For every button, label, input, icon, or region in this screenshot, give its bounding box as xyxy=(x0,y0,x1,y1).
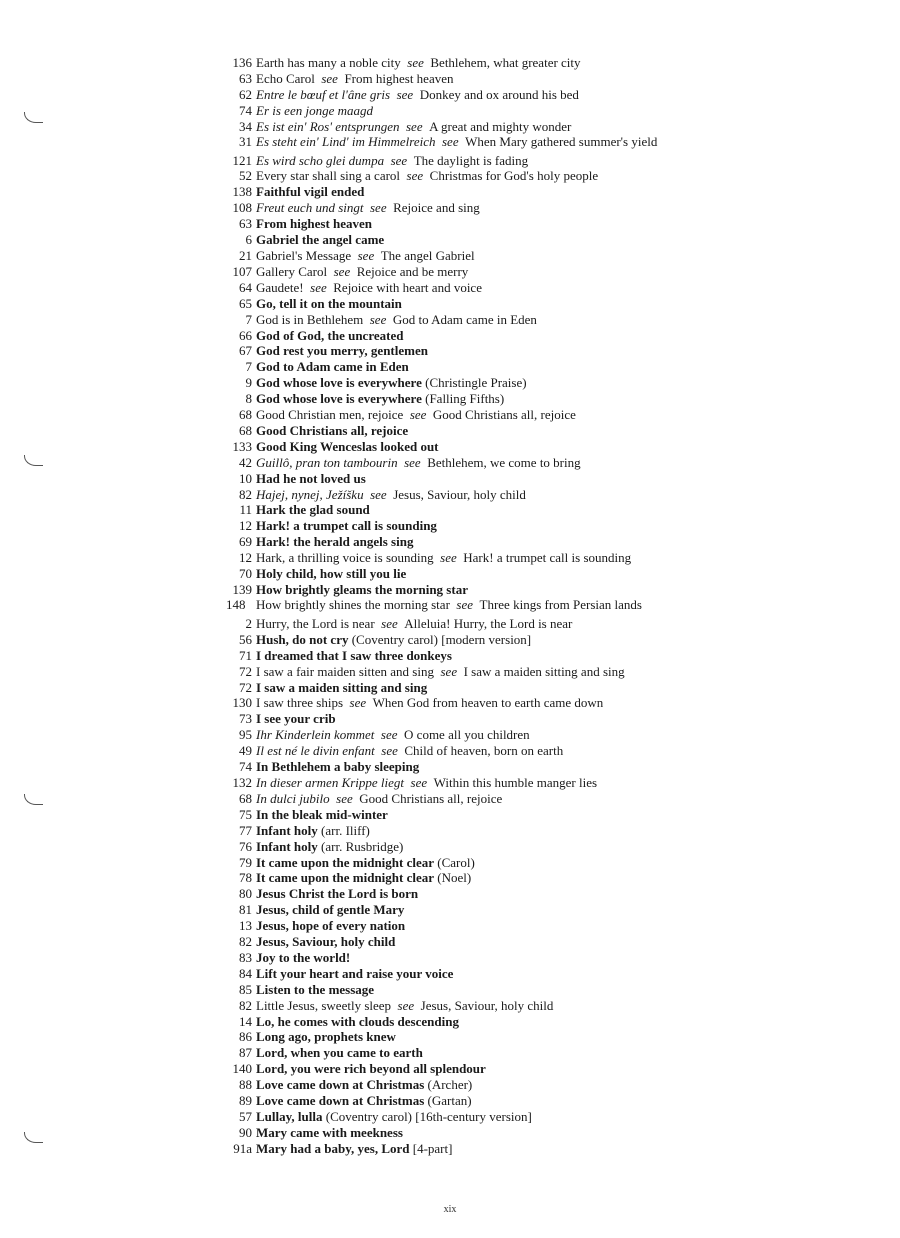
hymn-number: 133 xyxy=(232,438,252,454)
hymn-number: 64 xyxy=(239,279,252,295)
hymn-number: 10 xyxy=(239,470,252,486)
see-reference-label: see xyxy=(369,311,387,327)
index-entry xyxy=(226,1077,686,1093)
index-text: Jesus, Saviour, holy child xyxy=(420,997,554,1013)
hymn-number: 72 xyxy=(239,679,252,695)
index-entry xyxy=(226,1029,686,1045)
carol-title: Lord, you were rich beyond all splendour xyxy=(256,1061,486,1077)
carol-title: Go, tell it on the mountain xyxy=(256,295,402,311)
carol-title: God of God, the uncreated xyxy=(256,327,404,343)
hymn-number: 81 xyxy=(239,902,252,918)
index-entry xyxy=(226,791,686,807)
punch-hole-mark xyxy=(24,455,43,466)
index-text: (Noel) xyxy=(437,870,472,886)
punch-hole-mark xyxy=(24,794,43,805)
index-entry xyxy=(226,934,686,950)
hymn-number: 9 xyxy=(245,375,252,391)
hymn-number: 82 xyxy=(239,934,252,950)
see-reference-label: see xyxy=(409,407,427,423)
index-text: Echo Carol xyxy=(256,70,315,86)
carol-title: I saw a maiden sitting and sing xyxy=(256,679,428,695)
hymn-number: 11 xyxy=(239,502,252,518)
index-entry xyxy=(226,886,686,902)
hymn-number: 80 xyxy=(239,886,252,902)
carol-title: Lullay, lulla xyxy=(256,1109,323,1124)
carol-title: From highest heaven xyxy=(256,216,373,232)
index-text: Donkey and ox around his bed xyxy=(419,86,579,102)
hymn-number: 84 xyxy=(239,965,252,981)
hymn-number: 108 xyxy=(232,200,252,216)
index-entry xyxy=(226,232,686,248)
see-reference-label: see xyxy=(357,247,375,263)
see-reference-label: see xyxy=(390,152,408,168)
index-text: When Mary gathered summer's yield xyxy=(465,133,658,149)
index-entry xyxy=(226,248,686,264)
index-entry xyxy=(226,359,686,375)
carol-title: Jesus, Saviour, holy child xyxy=(256,934,396,950)
carol-title: Joy to the world! xyxy=(256,949,351,965)
see-reference-label: see xyxy=(396,86,414,102)
index-text: Little Jesus, sweetly sleep xyxy=(256,997,392,1013)
index-text: Good Christians all, rejoice xyxy=(359,790,503,806)
index-entry xyxy=(226,550,686,566)
index-text: Rejoice and be merry xyxy=(356,263,469,279)
see-reference-label: see xyxy=(407,55,424,70)
index-entry xyxy=(226,153,686,169)
index-entry xyxy=(226,1014,686,1030)
carol-title: God whose love is everywhere xyxy=(256,375,422,391)
index-text: [4-part] xyxy=(412,1140,453,1156)
carol-title: Hush, do not cry xyxy=(256,631,349,647)
carol-title: Mary had a baby, yes, Lord xyxy=(256,1140,410,1156)
see-reference-label: see xyxy=(406,118,423,134)
carol-title: Infant holy xyxy=(256,822,318,838)
index-entry xyxy=(226,632,686,648)
index-entry xyxy=(226,870,686,886)
hymn-number: 56 xyxy=(239,631,252,647)
index-entry xyxy=(226,855,686,871)
index-entry xyxy=(226,680,686,696)
hymn-number: 83 xyxy=(239,949,252,965)
carol-title: Good Christians all, rejoice xyxy=(256,422,409,438)
carol-title: Hark! a trumpet call is sounding xyxy=(256,518,437,534)
index-entry xyxy=(226,502,686,518)
carol-title: Holy child, how still you lie xyxy=(256,566,407,582)
foreign-first-line: Ihr Kinderlein kommet xyxy=(256,727,375,743)
carol-title: In Bethlehem a baby sleeping xyxy=(256,759,420,775)
index-text: (arr. Iliff) xyxy=(321,822,370,838)
carol-title: I see your crib xyxy=(256,711,336,727)
see-reference-label: see xyxy=(380,727,398,743)
index-text: How brightly shines the morning star xyxy=(256,596,450,612)
hymn-number: 34 xyxy=(239,118,252,134)
index-entry xyxy=(226,902,686,918)
hymn-number: 139 xyxy=(232,582,252,597)
index-text: (Falling Fifths) xyxy=(425,391,505,407)
hymn-number: 57 xyxy=(239,1109,252,1124)
hymn-number: 107 xyxy=(232,263,252,279)
hymn-number: 68 xyxy=(239,422,252,438)
index-text: I saw three ships xyxy=(256,695,344,711)
index-text: Christmas for God's holy people xyxy=(429,168,599,184)
carol-title: God rest you merry, gentlemen xyxy=(256,343,428,359)
index-text: Rejoice with heart and voice xyxy=(333,279,482,295)
carol-title: Lo, he comes with clouds descending xyxy=(256,1013,459,1029)
index-entry xyxy=(226,918,686,934)
see-reference-label: see xyxy=(456,596,474,612)
index-entry xyxy=(226,439,686,455)
foreign-first-line: Es steht ein' Lind' im Himmelreich xyxy=(256,133,436,149)
index-text: (Carol) xyxy=(437,854,475,870)
index-text: Rejoice and sing xyxy=(393,200,480,216)
index-entry xyxy=(226,168,686,184)
index-entry xyxy=(226,1045,686,1061)
index-entry xyxy=(226,312,686,328)
index-entry xyxy=(226,743,686,759)
index-text: (Coventry carol) [16th-century version] xyxy=(325,1109,532,1124)
carol-title: Long ago, prophets knew xyxy=(256,1029,396,1045)
index-entry xyxy=(226,518,686,534)
hymn-number: 71 xyxy=(239,647,252,663)
hymn-number: 88 xyxy=(239,1077,252,1093)
index-entry xyxy=(226,1109,686,1125)
index-text: Gallery Carol xyxy=(256,263,328,279)
carol-title: Mary came with meekness xyxy=(256,1124,403,1140)
index-text: I saw a maiden sitting and sing xyxy=(463,663,625,679)
index-text: A great and mighty wonder xyxy=(429,118,572,134)
hymn-number: 132 xyxy=(232,774,252,790)
hymn-number: 140 xyxy=(232,1061,252,1077)
hymn-number: 76 xyxy=(239,838,252,854)
foreign-first-line: In dulci jubilo xyxy=(256,790,330,806)
index-text: Bethlehem, what greater city xyxy=(430,55,581,70)
index-text: Gaudete! xyxy=(256,279,304,295)
see-reference-label: see xyxy=(369,200,387,216)
foreign-first-line: Freut euch und singt xyxy=(256,200,364,216)
carol-title: God whose love is everywhere xyxy=(256,391,422,407)
hymn-number: 85 xyxy=(239,981,252,997)
hymn-number: 7 xyxy=(245,311,252,327)
carol-title: Gabriel the angel came xyxy=(256,232,385,248)
hymn-number: 79 xyxy=(239,854,252,870)
index-entry xyxy=(226,775,686,791)
foreign-first-line: Es wird scho glei dumpa xyxy=(256,152,385,168)
see-reference-label: see xyxy=(370,486,387,502)
index-text: From highest heaven xyxy=(344,70,454,86)
index-entry xyxy=(226,407,686,423)
foreign-first-line: Entre le bœuf et l'âne gris xyxy=(256,86,391,102)
hymn-number: 121 xyxy=(232,152,252,168)
see-reference-label: see xyxy=(406,168,424,184)
hymn-number: 8 xyxy=(245,391,252,407)
first-lines-index xyxy=(226,55,686,1157)
hymn-number: 130 xyxy=(232,695,252,711)
index-entry xyxy=(226,695,686,711)
index-text: Bethlehem, we come to bring xyxy=(427,454,581,470)
index-text: O come all you children xyxy=(404,727,530,743)
carol-title: Love came down at Christmas xyxy=(256,1093,425,1109)
index-text: God is in Bethlehem xyxy=(256,311,364,327)
carol-title: Lift your heart and raise your voice xyxy=(256,965,454,981)
index-entry xyxy=(226,471,686,487)
index-entry xyxy=(226,200,686,216)
see-reference-label: see xyxy=(321,70,338,86)
index-text: Child of heaven, born on earth xyxy=(404,743,564,759)
index-entry xyxy=(226,998,686,1014)
hymn-number: 138 xyxy=(232,184,252,200)
hymn-number: 49 xyxy=(239,743,252,759)
index-text: Within this humble manger lies xyxy=(433,774,598,790)
hymn-number: 21 xyxy=(239,247,252,263)
foreign-first-line: Hajej, nynej, Ježíšku xyxy=(256,486,364,502)
index-entry xyxy=(226,280,686,296)
hymn-number: 89 xyxy=(239,1093,252,1109)
index-text: Every star shall sing a carol xyxy=(256,168,401,184)
hymn-number: 52 xyxy=(239,168,252,184)
carol-title: It came upon the midnight clear xyxy=(256,870,435,886)
index-entry xyxy=(226,455,686,471)
foreign-first-line: Guillô, pran ton tambourin xyxy=(256,454,398,470)
hymn-number: 87 xyxy=(239,1045,252,1061)
hymn-number: 6 xyxy=(245,232,252,248)
hymn-number: 63 xyxy=(239,70,252,86)
hymn-number: 62 xyxy=(239,86,252,102)
hymn-number: 2 xyxy=(245,615,252,631)
hymn-number: 42 xyxy=(239,454,252,470)
index-entry xyxy=(226,423,686,439)
hymn-number: 77 xyxy=(239,822,252,838)
hymn-number: 12 xyxy=(239,518,252,534)
index-entry xyxy=(226,664,686,680)
see-reference-label: see xyxy=(336,790,353,806)
hymn-number: 82 xyxy=(239,486,252,502)
index-text: Alleluia! Hurry, the Lord is near xyxy=(404,615,573,631)
index-entry xyxy=(226,55,686,71)
index-entry xyxy=(226,487,686,503)
index-entry xyxy=(226,534,686,550)
hymn-number: 70 xyxy=(239,566,252,582)
index-entry xyxy=(226,566,686,582)
index-entry xyxy=(226,264,686,280)
foreign-first-line: Er is een jonge maagd xyxy=(256,102,373,118)
index-entry xyxy=(226,296,686,312)
see-reference-label: see xyxy=(381,743,398,759)
index-text: (Coventry carol) [modern version] xyxy=(351,631,532,647)
hymn-number: 90 xyxy=(239,1124,252,1140)
index-entry xyxy=(226,1141,686,1157)
hymn-number: 86 xyxy=(239,1029,252,1045)
hymn-number: 136 xyxy=(232,55,252,70)
hymn-number: 74 xyxy=(239,102,252,118)
see-reference-label: see xyxy=(381,615,398,631)
hymn-number: 63 xyxy=(239,216,252,232)
index-text: The angel Gabriel xyxy=(380,247,475,263)
hymn-number: 65 xyxy=(239,295,252,311)
see-reference-label: see xyxy=(333,263,351,279)
carol-title: Lord, when you came to earth xyxy=(256,1045,423,1061)
index-entry xyxy=(226,823,686,839)
index-entry xyxy=(226,119,686,135)
index-entry xyxy=(226,184,686,200)
carol-title: Love came down at Christmas xyxy=(256,1077,425,1093)
index-text: Jesus, Saviour, holy child xyxy=(393,486,526,502)
index-text: Good Christians all, rejoice xyxy=(432,407,576,423)
index-entry xyxy=(226,982,686,998)
hymn-number: 68 xyxy=(239,790,252,806)
index-text: (Archer) xyxy=(427,1077,473,1093)
hymn-number: 68 xyxy=(239,407,252,423)
index-entry xyxy=(226,103,686,119)
index-entry xyxy=(226,135,686,153)
index-entry xyxy=(226,759,686,775)
carol-title: In the bleak mid-winter xyxy=(256,806,388,822)
carol-title: God to Adam came in Eden xyxy=(256,359,409,375)
index-entry xyxy=(226,807,686,823)
hymn-number: 66 xyxy=(239,327,252,343)
carol-title: Listen to the message xyxy=(256,981,375,997)
carol-title: I dreamed that I saw three donkeys xyxy=(256,647,452,663)
index-text: (Christingle Praise) xyxy=(425,375,527,391)
hymn-number: 14 xyxy=(239,1013,252,1029)
carol-title: Good King Wenceslas looked out xyxy=(256,438,439,454)
carol-title: Jesus Christ the Lord is born xyxy=(256,886,419,902)
page-number: xix xyxy=(443,1204,457,1215)
see-reference-label: see xyxy=(441,133,459,149)
hymn-number: 78 xyxy=(239,870,252,886)
index-text: Gabriel's Message xyxy=(256,247,352,263)
hymn-number: 91a xyxy=(233,1140,252,1156)
punch-hole-mark xyxy=(24,1132,43,1143)
index-entry xyxy=(226,216,686,232)
carol-title: Infant holy xyxy=(256,838,318,854)
index-entry xyxy=(226,328,686,344)
index-text: The daylight is fading xyxy=(413,152,529,168)
carol-title: Faithful vigil ended xyxy=(256,184,365,200)
index-entry xyxy=(226,598,686,616)
index-entry xyxy=(226,71,686,87)
carol-title: Hark! the herald angels sing xyxy=(256,534,414,550)
index-entry xyxy=(226,375,686,391)
index-text: (Gartan) xyxy=(427,1093,472,1109)
hymn-number: 74 xyxy=(239,759,252,775)
index-entry xyxy=(226,966,686,982)
index-entry xyxy=(226,582,686,598)
index-entry xyxy=(226,1061,686,1077)
carol-title: How brightly gleams the morning star xyxy=(256,582,468,597)
see-reference-label: see xyxy=(349,695,367,711)
carol-title: Jesus, hope of every nation xyxy=(256,918,406,934)
index-entry xyxy=(226,616,686,632)
see-reference-label: see xyxy=(410,774,428,790)
see-reference-label: see xyxy=(310,279,327,295)
hymn-number: 82 xyxy=(239,997,252,1013)
foreign-first-line: In dieser armen Krippe liegt xyxy=(256,774,405,790)
foreign-first-line: Es ist ein' Ros' entsprungen xyxy=(256,118,400,134)
carol-title: It came upon the midnight clear xyxy=(256,854,435,870)
carol-title: Hark the glad sound xyxy=(256,502,370,518)
foreign-first-line: Il est né le divin enfant xyxy=(256,743,375,759)
index-text: (arr. Rusbridge) xyxy=(321,838,404,854)
hymn-number: 72 xyxy=(239,663,252,679)
index-text: I saw a fair maiden sitten and sing xyxy=(256,663,434,679)
index-text: Good Christian men, rejoice xyxy=(256,407,404,423)
hymn-number: 95 xyxy=(239,727,252,743)
punch-hole-mark xyxy=(24,112,43,123)
index-entry xyxy=(226,950,686,966)
see-reference-label: see xyxy=(440,663,458,679)
index-entry xyxy=(226,343,686,359)
see-reference-label: see xyxy=(397,997,415,1013)
index-entry xyxy=(226,727,686,743)
see-reference-label: see xyxy=(404,454,421,470)
hymn-number: 7 xyxy=(245,359,252,375)
hymn-number: 12 xyxy=(239,550,252,566)
index-text: When God from heaven to earth came down xyxy=(372,695,604,711)
index-entry xyxy=(226,1093,686,1109)
index-entry xyxy=(226,1125,686,1141)
index-text: Hark, a thrilling voice is sounding xyxy=(256,550,434,566)
index-text: God to Adam came in Eden xyxy=(392,311,537,327)
carol-title: Had he not loved us xyxy=(256,470,366,486)
index-entry xyxy=(226,711,686,727)
see-reference-label: see xyxy=(440,550,457,566)
index-text: Three kings from Persian lands xyxy=(479,596,642,612)
index-text: Earth has many a noble city xyxy=(256,55,401,70)
index-entry xyxy=(226,87,686,103)
index-entry xyxy=(226,648,686,664)
hymn-number: 73 xyxy=(239,711,252,727)
index-entry xyxy=(226,391,686,407)
carol-title: Jesus, child of gentle Mary xyxy=(256,902,405,918)
index-text: Hark! a trumpet call is sounding xyxy=(463,550,632,566)
hymn-number: 31 xyxy=(239,133,252,149)
hymn-number: 67 xyxy=(239,343,252,359)
index-text: Hurry, the Lord is near xyxy=(256,615,375,631)
hymn-number: 75 xyxy=(239,806,252,822)
hymn-number: 69 xyxy=(239,534,252,550)
index-entry xyxy=(226,839,686,855)
hymn-number: 148 xyxy=(226,596,246,612)
hymn-number: 13 xyxy=(239,918,252,934)
